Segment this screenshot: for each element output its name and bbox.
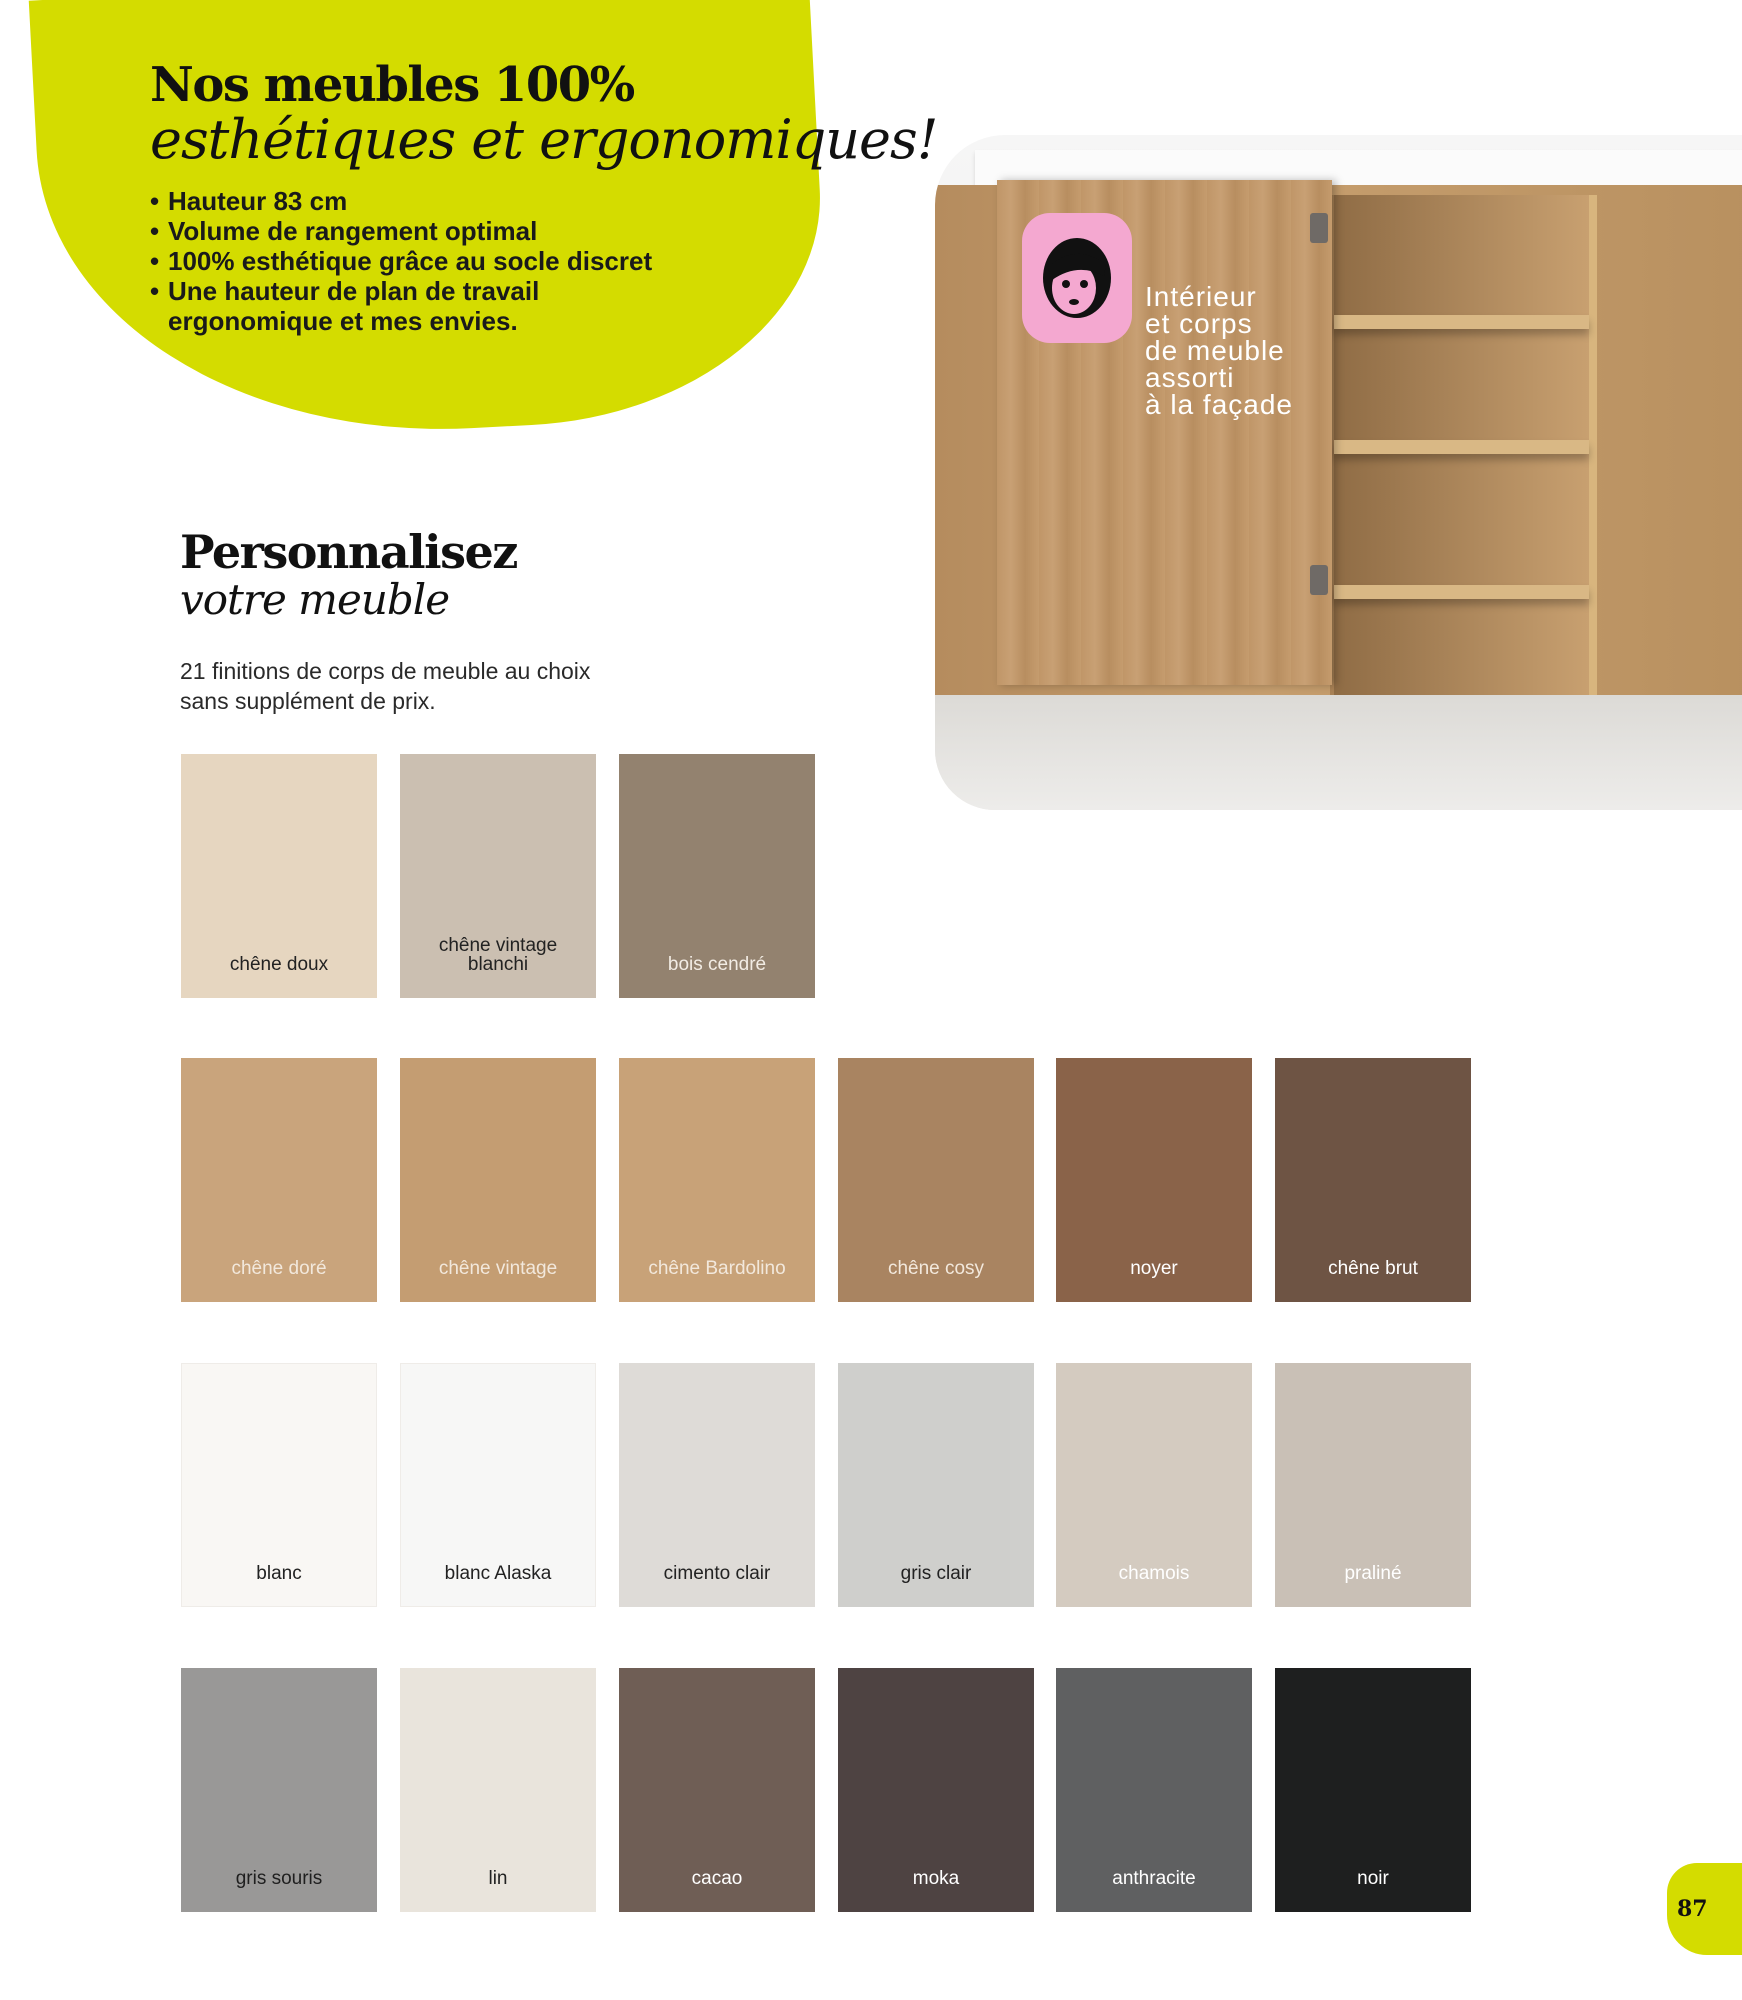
swatch-label: bois cendré	[667, 954, 767, 975]
swatch-label: chamois	[1118, 1563, 1190, 1584]
finish-swatch[interactable]	[1056, 1668, 1252, 1912]
finish-swatch[interactable]	[1056, 1363, 1252, 1607]
face-badge-icon	[1022, 213, 1132, 343]
swatch-label: chêne brut	[1328, 1258, 1418, 1279]
cabinet-shelf	[1334, 585, 1589, 599]
hinge-icon	[1310, 565, 1328, 595]
swatch-label: chêne vintage	[438, 1258, 558, 1279]
swatch-label: gris souris	[235, 1868, 323, 1889]
finish-swatch[interactable]	[181, 1668, 377, 1912]
swatch-label: moka	[912, 1868, 960, 1889]
hero-block	[150, 58, 937, 336]
swatch-label: blanc Alaska	[444, 1563, 552, 1584]
cabinet-interior	[1330, 195, 1597, 695]
hero-bullet: • Une hauteur de plan de travail ergonomique et mes envies.	[150, 276, 608, 336]
cabinet-shelf	[1334, 440, 1589, 454]
finish-swatch[interactable]	[181, 754, 377, 998]
description-line: sans supplément de prix.	[180, 688, 436, 714]
finish-swatch[interactable]	[838, 1058, 1034, 1302]
swatch-label: chêne Bardolino	[648, 1258, 786, 1279]
hero-bullet: • Hauteur 83 cm	[150, 186, 937, 216]
hinge-icon	[1310, 213, 1328, 243]
caption-line: à la façade	[1145, 389, 1293, 420]
finish-swatch[interactable]	[1275, 1058, 1471, 1302]
finish-swatch[interactable]	[619, 1058, 815, 1302]
finish-swatch[interactable]	[838, 1363, 1034, 1607]
page-number: 87	[1677, 1896, 1708, 1922]
hero-bullet: • 100% esthétique grâce au socle discret	[150, 246, 937, 276]
finish-swatch[interactable]	[1275, 1668, 1471, 1912]
swatch-label: lin	[488, 1868, 508, 1889]
swatch-label: cimento clair	[663, 1563, 771, 1584]
swatch-label: chêne cosy	[887, 1258, 985, 1279]
swatch-label: praliné	[1344, 1563, 1402, 1584]
hero-bullet: • Volume de rangement optimal	[150, 216, 937, 246]
face-icon	[1034, 228, 1120, 328]
caption-line: Intérieur	[1145, 281, 1257, 312]
finish-swatch[interactable]	[181, 1363, 377, 1607]
swatch-label: noyer	[1130, 1258, 1178, 1279]
finish-swatch[interactable]	[1056, 1058, 1252, 1302]
swatch-label: blanc	[256, 1563, 302, 1584]
swatch-label: chêne doré	[231, 1258, 327, 1279]
finish-swatch[interactable]	[838, 1668, 1034, 1912]
cabinet-photo	[935, 135, 1742, 810]
cabinet-shelf	[1334, 315, 1589, 329]
swatch-label: gris clair	[900, 1563, 972, 1584]
caption-line: de meuble	[1145, 335, 1285, 366]
swatch-label: chêne doux	[229, 954, 329, 975]
section-description	[180, 656, 700, 716]
description-line: 21 finitions de corps de meuble au choix	[180, 658, 591, 684]
swatch-label: chêne vintage blanchi	[438, 935, 558, 975]
finish-swatch[interactable]	[400, 1668, 596, 1912]
finish-swatch[interactable]	[619, 754, 815, 998]
finish-swatch[interactable]	[1275, 1363, 1471, 1607]
page-number-tab	[1667, 1863, 1742, 1955]
swatch-label: anthracite	[1112, 1868, 1196, 1889]
hero-bullets	[150, 186, 937, 336]
swatch-label: noir	[1357, 1868, 1389, 1889]
swatch-label: cacao	[691, 1868, 743, 1889]
caption-line: et corps	[1145, 308, 1253, 339]
finish-swatch[interactable]	[400, 1058, 596, 1302]
finish-swatch[interactable]	[400, 1363, 596, 1607]
caption-line: assorti	[1145, 362, 1235, 393]
section-subtitle: votre meuble	[180, 575, 450, 624]
section-title: Personnalisez	[180, 525, 517, 579]
finish-swatch[interactable]	[400, 754, 596, 998]
finish-swatch[interactable]	[619, 1363, 815, 1607]
finish-swatch[interactable]	[181, 1058, 377, 1302]
photo-caption	[1145, 283, 1293, 418]
finish-swatch[interactable]	[619, 1668, 815, 1912]
hero-subtitle: esthétiques et ergonomiques!	[150, 108, 938, 171]
photo-floor	[935, 695, 1742, 810]
hero-title: Nos meubles 100%	[150, 57, 634, 113]
